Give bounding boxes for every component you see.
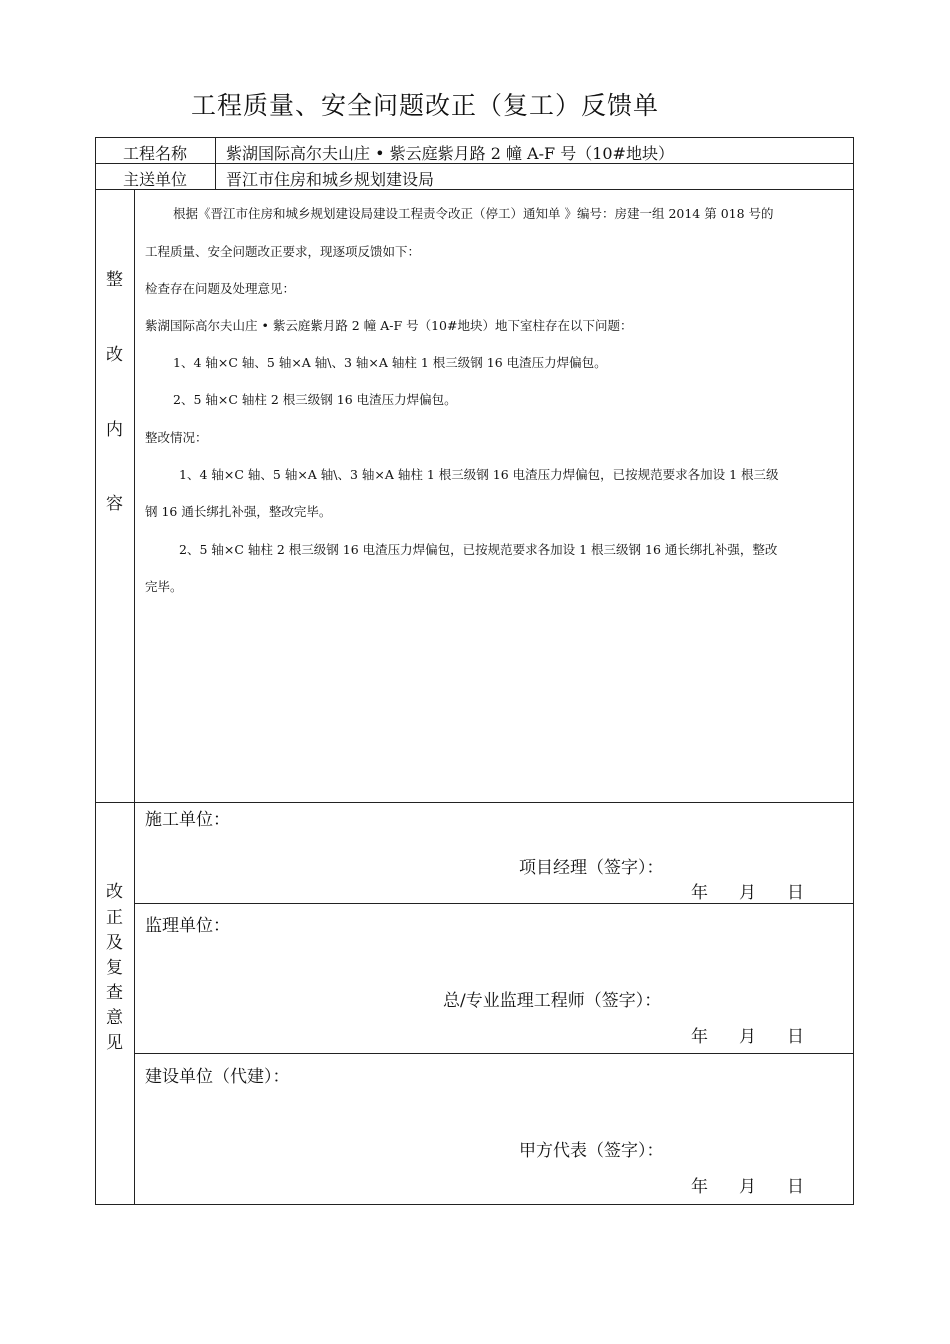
side-char: 见 [106, 1033, 123, 1053]
project-manager-signature-label: 项目经理（签字）： [519, 858, 664, 878]
rectification-line: 检查存在问题及处理意见： [145, 281, 296, 296]
form-title: 工程质量、安全问题改正（复工）反馈单 [190, 91, 659, 120]
date-month: 月 [739, 883, 756, 903]
side-char: 改 [106, 882, 123, 902]
rectification-line: 紫湖国际高尔夫山庄 • 紫云庭紫月路 2 幢 A-F 号（10#地块）地下室柱存在以下问题： [145, 318, 633, 333]
column-divider [215, 137, 216, 189]
rectification-line: 钢 16 通长绑扎补强，整改完毕。 [145, 504, 332, 519]
side-char: 容 [106, 494, 123, 514]
side-char: 内 [106, 420, 123, 440]
side-char: 及 [106, 933, 123, 953]
project-name-label: 工程名称 [122, 144, 187, 163]
recipient-value: 晋江市住房和城乡规划建设局 [226, 170, 435, 189]
side-char: 复 [106, 958, 123, 978]
date-day: 日 [787, 883, 804, 903]
date-year: 年 [691, 1177, 708, 1197]
row-divider [134, 903, 854, 904]
rectification-line: 1、4 轴×C 轴、5 轴×A 轴\、3 轴×A 轴柱 1 根三级钢 16 电渣压力焊偏包。 [173, 355, 607, 370]
rectification-line: 1、4 轴×C 轴、5 轴×A 轴\、3 轴×A 轴柱 1 根三级钢 16 电渣压力焊偏包，已按规范要求各加设 1 根三级 [179, 467, 779, 482]
project-name-value: 紫湖国际高尔夫山庄 • 紫云庭紫月路 2 幢 A-F 号（10#地块） [226, 144, 674, 163]
row-divider [134, 1053, 854, 1054]
rectification-line: 整改情况： [145, 430, 208, 445]
owner-representative-signature-label: 甲方代表（签字）： [519, 1141, 664, 1161]
rectification-line: 根据《晋江市住房和城乡规划建设局建设工程责令改正（停工）通知单 》编号：房建一组 2014 第 018 号的 [173, 206, 774, 221]
date-day: 日 [787, 1177, 804, 1197]
rectification-line: 工程质量、安全问题改正要求，现逐项反馈如下： [145, 244, 421, 259]
date-year: 年 [691, 1027, 708, 1047]
side-char: 意 [106, 1008, 123, 1028]
side-char: 改 [106, 345, 123, 365]
rectification-line: 2、5 轴×C 轴柱 2 根三级钢 16 电渣压力焊偏包，已按规范要求各加设 1 根三级钢 16 通长绑扎补强，整改 [179, 542, 778, 557]
side-char: 正 [106, 908, 123, 928]
date-month: 月 [739, 1177, 756, 1197]
rectification-line: 完毕。 [145, 579, 183, 594]
date-day: 日 [787, 1027, 804, 1047]
date-year: 年 [691, 883, 708, 903]
rectification-line: 2、5 轴×C 轴柱 2 根三级钢 16 电渣压力焊偏包。 [173, 392, 457, 407]
construction-unit-label: 施工单位： [145, 810, 230, 830]
side-char: 整 [106, 270, 123, 290]
supervising-engineer-signature-label: 总/专业监理工程师（签字）： [443, 991, 662, 1011]
side-char: 查 [106, 983, 123, 1003]
date-month: 月 [739, 1027, 756, 1047]
row-divider [95, 802, 854, 803]
recipient-label: 主送单位 [122, 170, 187, 189]
owner-unit-label: 建设单位（代建）： [145, 1067, 290, 1087]
supervision-unit-label: 监理单位： [145, 916, 230, 936]
column-divider [134, 189, 135, 1205]
